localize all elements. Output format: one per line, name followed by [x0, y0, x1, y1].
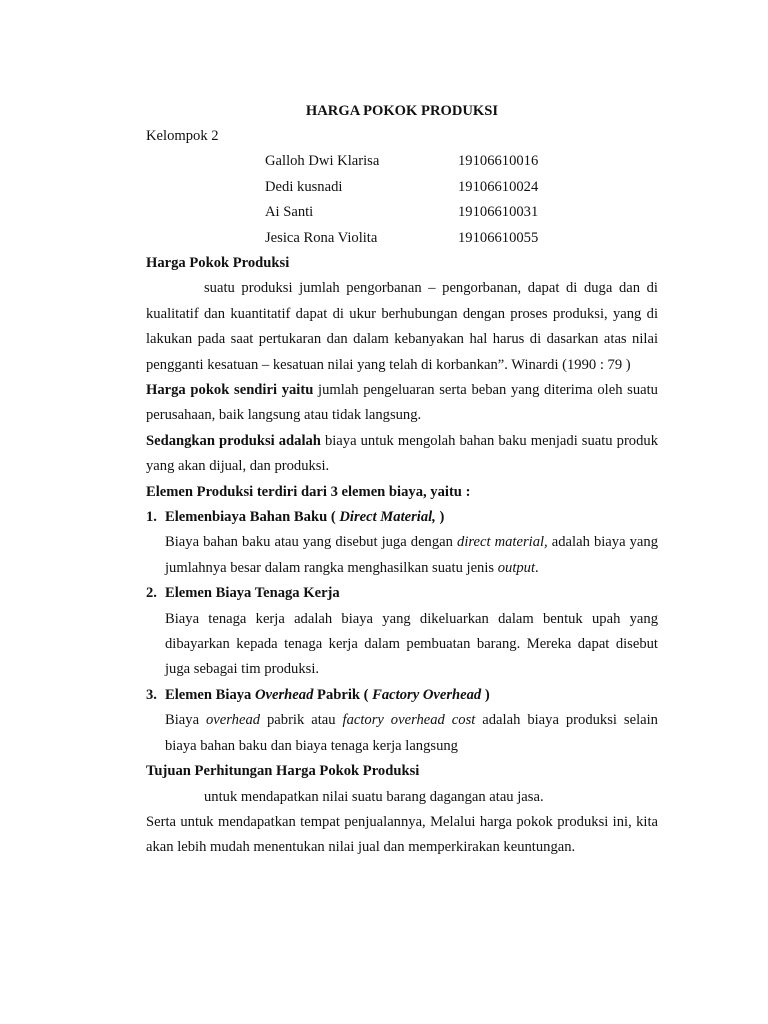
element-body-text: adalah biaya yang jumlahnya besar dalam rangka menghasilkan suatu jenis — [165, 534, 659, 576]
tujuan-body-2: Serta untuk mendapatkan tempat penjualannya, Melalui harga pokok produksi ini, kita akan lebih mudah menentukan nilai jual dan memperkirakan keuntungan. — [146, 813, 658, 856]
element-heading-text: Elemen Biaya — [165, 686, 255, 703]
definition-text: biaya untuk mengolah bahan baku menjadi suatu produk yang akan dijual, dan produksi. — [146, 432, 658, 475]
element-body-text: pabrik atau — [260, 712, 343, 729]
element-body-term: overhead — [206, 712, 261, 729]
element-body-text: . — [535, 559, 539, 576]
group-label: Kelompok 2 — [146, 128, 219, 144]
element-heading — [146, 505, 658, 530]
element-body-text: adalah biaya produksi selain biaya bahan baku dan biaya tenaga kerja langsung — [165, 712, 658, 754]
document-page — [146, 99, 658, 861]
section-heading-tujuan: Tujuan Perhitungan Harga Pokok Produksi — [146, 763, 420, 780]
member-nim: 19106610055 — [458, 229, 539, 246]
member-row — [146, 149, 658, 174]
element-body-term: factory overhead cost — [342, 712, 476, 729]
definition-produksi — [146, 429, 658, 480]
elements-list — [146, 505, 658, 759]
element-heading-text: Elemenbiaya Bahan Baku ( — [165, 509, 340, 526]
element-heading-text: ) — [481, 686, 490, 703]
element-body — [146, 530, 658, 581]
elements-heading: Elemen Produksi terdiri dari 3 elemen biaya, yaitu : — [146, 483, 471, 500]
member-row — [146, 226, 658, 251]
definition-term: Sedangkan produksi adalah — [146, 432, 321, 449]
member-nim: 19106610024 — [458, 178, 539, 195]
element-body — [146, 708, 658, 759]
element-heading-term: Direct Material, — [339, 509, 436, 526]
member-name: Dedi kusnadi — [265, 178, 343, 195]
element-heading-text: Elemen Biaya Tenaga Kerja — [165, 585, 340, 602]
member-list — [146, 149, 658, 251]
element-heading-text: Pabrik ( — [313, 686, 373, 703]
element-body-term: direct material, — [457, 534, 548, 551]
element-body-text: Biaya — [165, 712, 206, 729]
element-item — [146, 683, 658, 759]
element-number: 1. — [146, 509, 157, 526]
definition-harga-pokok — [146, 378, 658, 429]
member-nim: 19106610031 — [458, 204, 539, 221]
element-body-term: output — [497, 559, 536, 576]
member-nim: 19106610016 — [458, 153, 539, 170]
member-row — [146, 200, 658, 225]
element-body-text: Biaya bahan baku atau yang disebut juga dengan — [165, 534, 458, 551]
member-name: Galloh Dwi Klarisa — [265, 153, 380, 170]
section-body-harga-pokok-produksi: suatu produksi jumlah pengorbanan – pengorbanan, dapat di duga dan di kualitatif dan kuantitatif dapat di ukur berhubungan dengan proses produksi, yang di lakukan pada saat pertukaran dan dalam kebanyakan hal harus di dasarkan atas nilai pengganti kesatuan – kesatuan nilai yang telah di korbankan”. Winardi (1990 : 79 ) — [146, 280, 658, 373]
element-heading — [146, 581, 658, 606]
element-heading-term: Factory Overhead — [372, 686, 482, 703]
element-number: 3. — [146, 686, 157, 703]
member-name: Jesica Rona Violita — [265, 229, 378, 246]
document-title: HARGA POKOK PRODUKSI — [305, 103, 499, 119]
member-name: Ai Santi — [265, 204, 314, 221]
element-heading — [146, 683, 658, 708]
element-item — [146, 581, 658, 683]
element-number: 2. — [146, 585, 157, 602]
member-row — [146, 175, 658, 200]
element-item — [146, 505, 658, 581]
element-heading-term: Overhead — [255, 686, 314, 703]
definition-text: jumlah pengeluaran serta beban yang diterima oleh suatu perusahaan, baik langsung atau tidak langsung. — [146, 382, 658, 424]
element-heading-text: ) — [435, 509, 445, 526]
element-body: Biaya tenaga kerja adalah biaya yang dikeluarkan dalam bentuk upah yang dibayarkan kepada tenaga kerja dalam pembuatan barang. Mereka dapat disebut juga sebagai tim produksi. — [165, 610, 658, 678]
definition-term: Harga pokok sendiri yaitu — [146, 382, 314, 398]
section-heading-harga-pokok-produksi: Harga Pokok Produksi — [146, 254, 290, 271]
tujuan-body-1: untuk mendapatkan nilai suatu barang dagangan atau jasa. — [204, 788, 544, 805]
